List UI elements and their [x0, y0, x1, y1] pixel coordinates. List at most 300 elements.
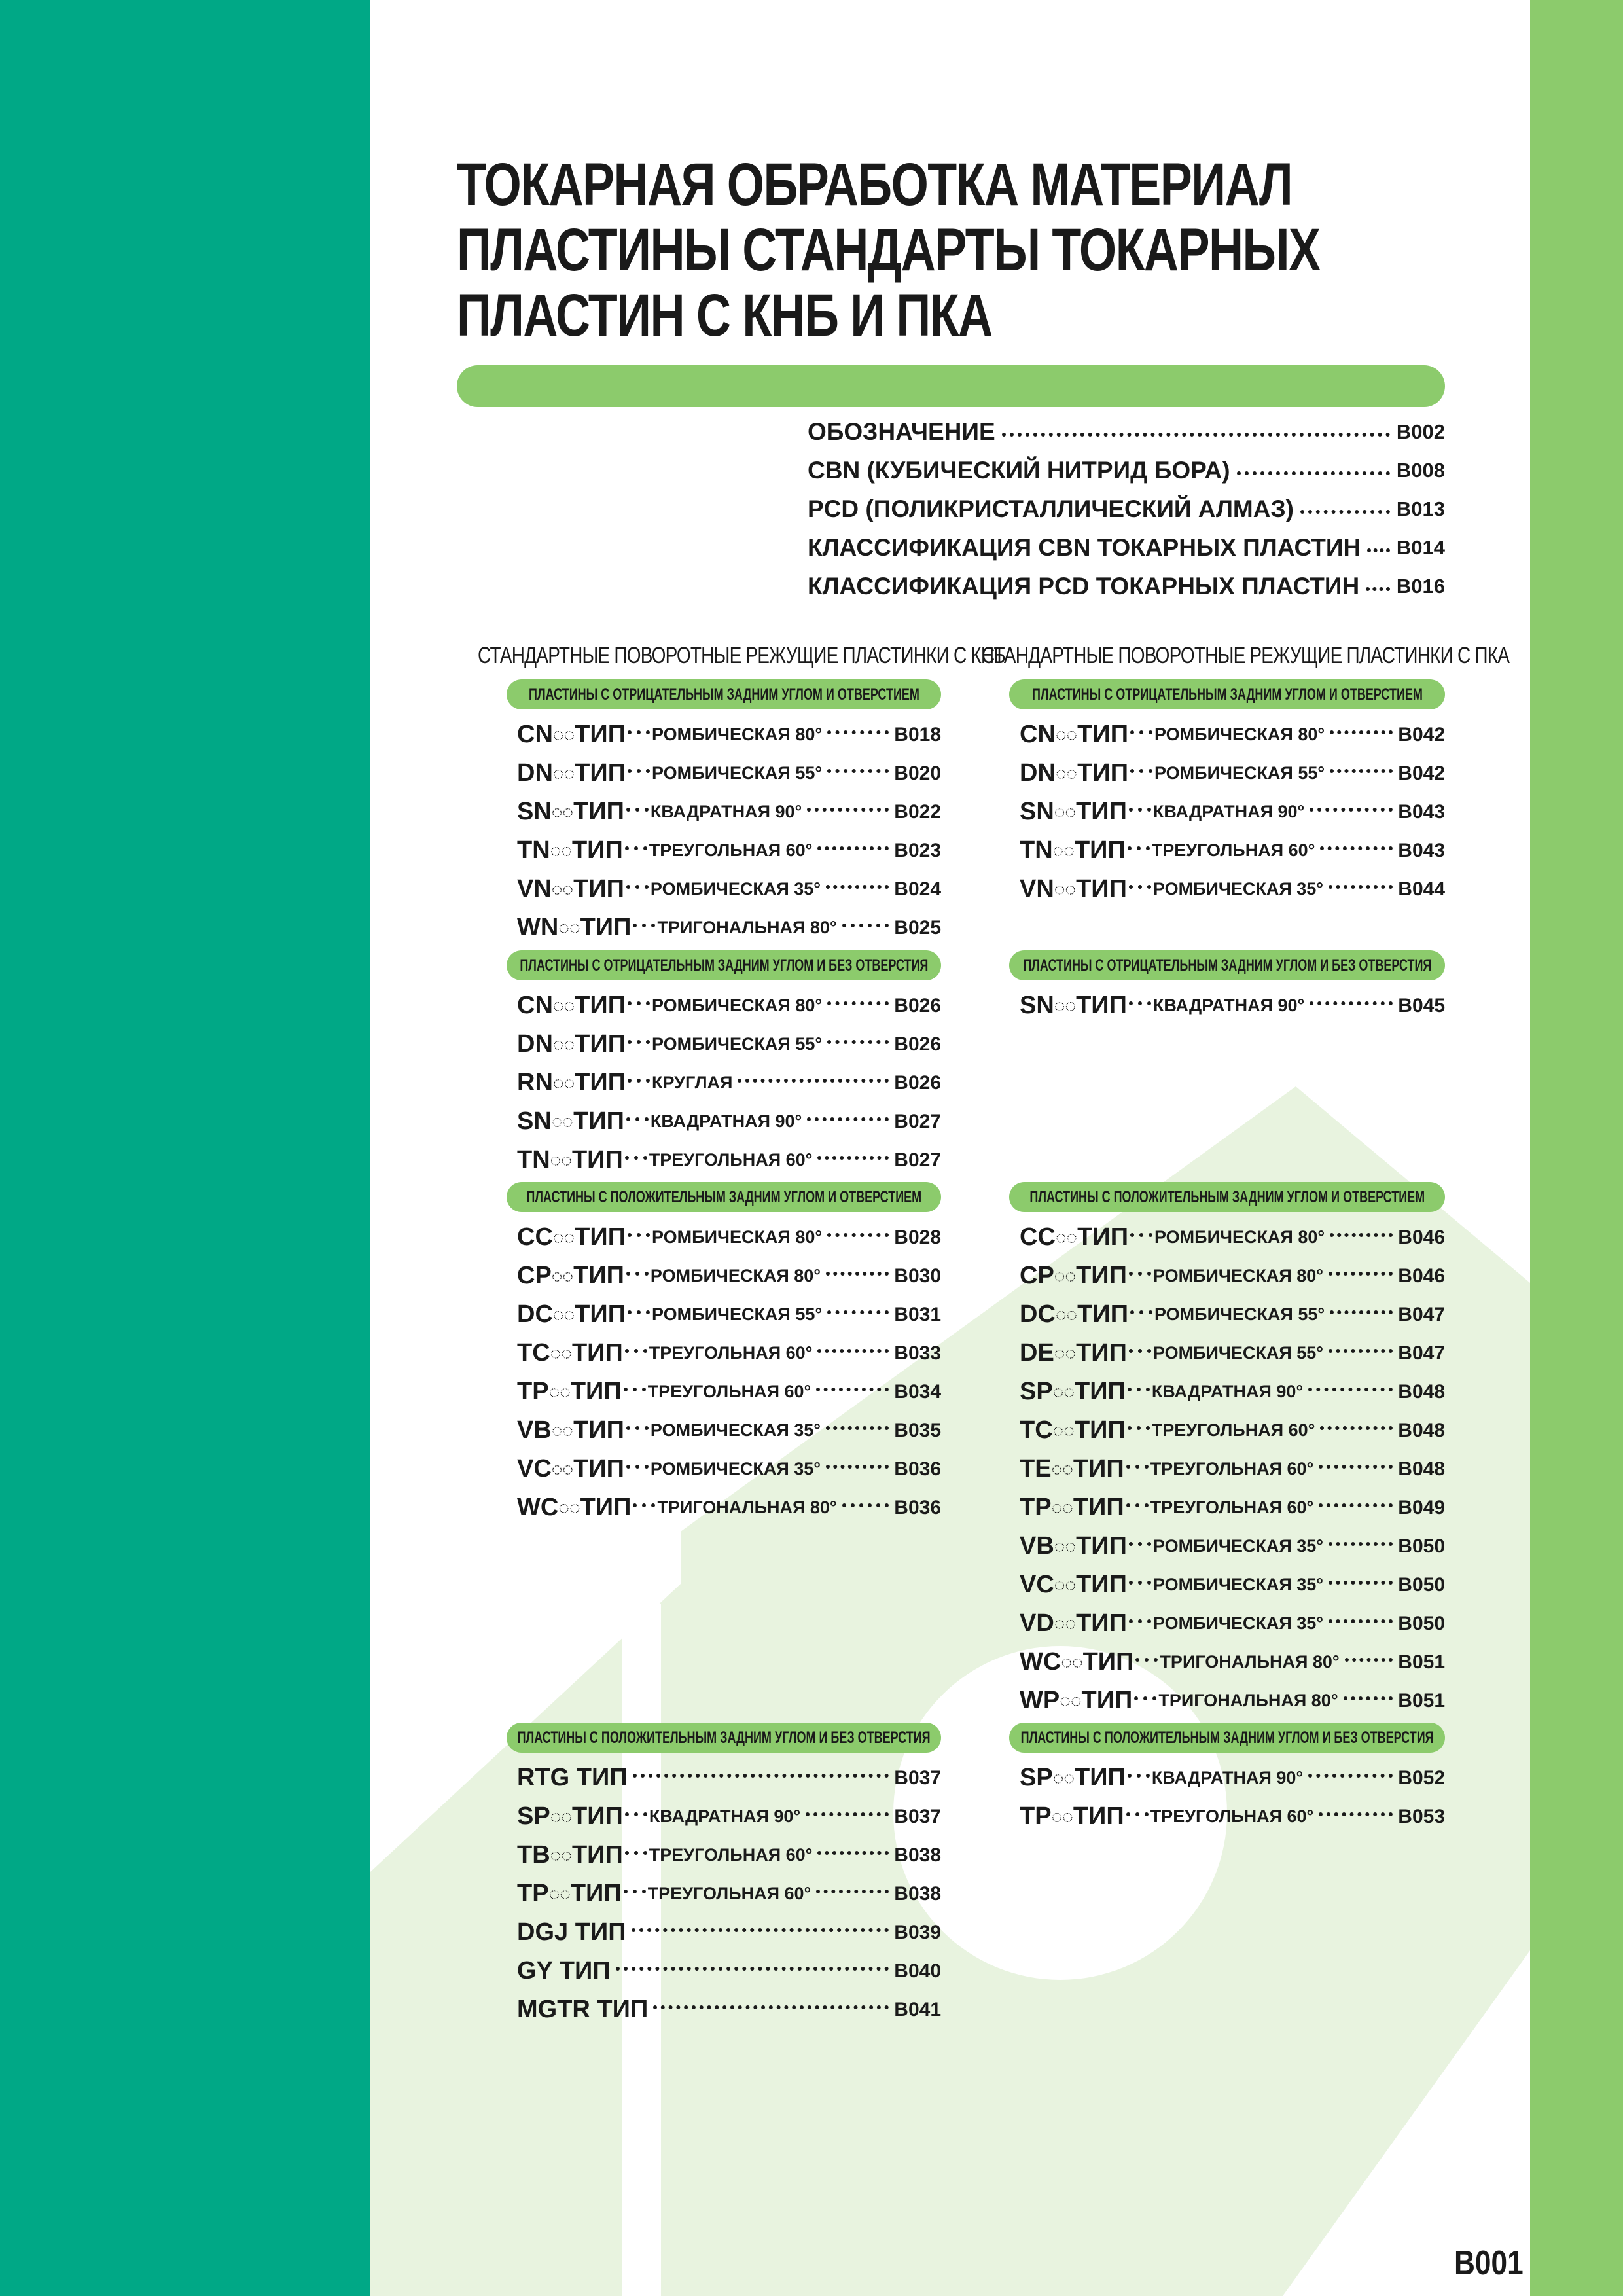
insert-row[interactable]: [507, 1295, 941, 1334]
insert-row[interactable]: [507, 1913, 941, 1952]
insert-row[interactable]: [507, 831, 941, 870]
insert-type: ТИП: [1076, 1571, 1127, 1598]
dot-leader: [628, 1001, 650, 1005]
insert-code: CP: [517, 1262, 552, 1289]
dot-leader: [1330, 1233, 1393, 1237]
dimension-circles-icon: ◌◌: [1054, 1613, 1077, 1634]
insert-type: ТИП: [1082, 1648, 1134, 1676]
insert-row[interactable]: [507, 1218, 941, 1257]
dimension-circles-icon: ◌◌: [552, 762, 575, 783]
insert-row[interactable]: [507, 1759, 941, 1797]
insert-row[interactable]: [1009, 1527, 1445, 1566]
dot-leader: [826, 1465, 889, 1469]
toc-item-cbn-classification[interactable]: [808, 528, 1445, 567]
dimension-circles-icon: ◌◌: [1060, 1690, 1082, 1711]
insert-shape: РОМБИЧЕСКАЯ 55°: [1154, 763, 1325, 783]
dot-leader: [817, 1156, 889, 1160]
dot-leader: [1308, 1774, 1393, 1778]
dot-leader: [806, 1812, 889, 1816]
toc-item-cbn[interactable]: [808, 451, 1445, 490]
insert-shape: РОМБИЧЕСКАЯ 35°: [1152, 1575, 1324, 1594]
insert-code: TC: [517, 1339, 550, 1367]
insert-row[interactable]: [1009, 1488, 1445, 1527]
dot-leader: [626, 1465, 649, 1469]
insert-shape: КВАДРАТНАЯ 90°: [650, 802, 802, 821]
insert-row[interactable]: [1009, 1566, 1445, 1604]
insert-code: GY ТИП: [517, 1957, 611, 1984]
group-title: ПЛАСТИНЫ С ОТРИЦАТЕЛЬНЫМ ЗАДНИМ УГЛОМ И БЕЗ ОТВЕРСТИЯ: [519, 956, 929, 975]
dot-leader: [628, 769, 650, 773]
insert-page-number: B028: [894, 1226, 941, 1248]
dimension-circles-icon: ◌◌: [550, 1806, 572, 1827]
insert-group: [1009, 679, 1445, 908]
insert-type: ТИП: [575, 1223, 626, 1251]
insert-row[interactable]: [1009, 715, 1445, 754]
insert-shape: РОМБИЧЕСКАЯ 80°: [1152, 1266, 1324, 1285]
insert-row[interactable]: [1009, 754, 1445, 793]
dot-leader: [1308, 1388, 1393, 1391]
dot-leader: [624, 1890, 646, 1893]
insert-shape: ТРЕУГОЛЬНАЯ 60°: [647, 1382, 812, 1401]
dot-leader: [1130, 1310, 1152, 1314]
group-header-pill: [507, 1182, 941, 1212]
insert-type: ТИП: [1074, 1764, 1126, 1791]
insert-code: DC: [1020, 1300, 1056, 1328]
insert-page-number: B039: [894, 1921, 941, 1943]
insert-row[interactable]: [507, 1797, 941, 1836]
insert-shape: ТРЕУГОЛЬНАЯ 60°: [647, 1884, 812, 1903]
dot-leader: [1130, 730, 1152, 734]
insert-type: ТИП: [575, 1300, 626, 1328]
group-header-pill: [1009, 679, 1445, 709]
insert-page-number: B027: [894, 1110, 941, 1132]
insert-type: ТИП: [1077, 1300, 1129, 1328]
insert-shape: ТРЕУГОЛЬНАЯ 60°: [649, 1150, 813, 1170]
insert-page-number: B050: [1398, 1612, 1445, 1634]
insert-code: DC: [517, 1300, 553, 1328]
insert-code: DN: [517, 759, 553, 787]
page-number: B001: [1454, 2244, 1524, 2282]
insert-shape: КВАДРАТНАЯ 90°: [1152, 802, 1305, 821]
dot-leader: [1134, 1696, 1156, 1700]
insert-page-number: B050: [1398, 1573, 1445, 1596]
toc-item-pcd[interactable]: [808, 490, 1445, 528]
insert-shape: РОМБИЧЕСКАЯ 80°: [652, 996, 823, 1015]
insert-shape: РОМБИЧЕСКАЯ 35°: [1152, 1613, 1324, 1633]
group-title: ПЛАСТИНЫ С ОТРИЦАТЕЛЬНЫМ ЗАДНИМ УГЛОМ И ОТВЕРСТИЕМ: [1031, 685, 1423, 704]
dot-leader: [1130, 769, 1152, 773]
insert-code: SP: [1020, 1764, 1053, 1791]
dot-leader: [738, 1079, 889, 1083]
dot-leader: [624, 1388, 646, 1391]
dot-leader: [1002, 433, 1390, 437]
dot-leader: [653, 2005, 889, 2009]
insert-shape: РОМБИЧЕСКАЯ 80°: [650, 1266, 821, 1285]
toc-label: CBN (КУБИЧЕСКИЙ НИТРИД БОРА): [808, 456, 1230, 484]
insert-row[interactable]: [507, 1411, 941, 1450]
insert-code: CN: [517, 992, 553, 1019]
dimension-circles-icon: ◌◌: [1054, 995, 1077, 1016]
toc-item-designation[interactable]: [808, 412, 1445, 451]
insert-code: DN: [517, 1030, 553, 1058]
insert-page-number: B018: [894, 723, 941, 745]
insert-shape: КВАДРАТНАЯ 90°: [649, 1806, 801, 1826]
insert-code: TE: [1020, 1455, 1052, 1482]
insert-type: ТИП: [1076, 1339, 1127, 1367]
toc-page-number: B014: [1396, 535, 1445, 559]
insert-row[interactable]: [1009, 1257, 1445, 1295]
insert-type: ТИП: [1076, 1532, 1127, 1560]
insert-code: SN: [1020, 992, 1054, 1019]
dot-leader: [826, 1272, 889, 1276]
dot-leader: [1319, 1465, 1393, 1469]
dot-leader: [1129, 1542, 1151, 1546]
insert-row[interactable]: [507, 1372, 941, 1411]
insert-type: ТИП: [571, 1339, 623, 1367]
dimension-circles-icon: ◌◌: [551, 1420, 574, 1441]
insert-code: TN: [1020, 836, 1053, 864]
dimension-circles-icon: ◌◌: [1061, 1651, 1083, 1672]
dot-leader: [827, 730, 889, 734]
insert-page-number: B033: [894, 1342, 941, 1364]
insert-row[interactable]: [507, 1334, 941, 1372]
insert-row[interactable]: [1009, 831, 1445, 870]
insert-page-number: B027: [894, 1149, 941, 1171]
dimension-circles-icon: ◌◌: [552, 1033, 575, 1054]
dot-leader: [1329, 1581, 1393, 1585]
dot-leader: [632, 1928, 889, 1932]
insert-type: ТИП: [580, 1494, 632, 1521]
insert-code: TC: [1020, 1416, 1053, 1444]
insert-row[interactable]: [507, 1952, 941, 1990]
dimension-circles-icon: ◌◌: [551, 1458, 574, 1479]
insert-type: ТИП: [573, 1262, 624, 1289]
dot-leader: [1329, 1349, 1393, 1353]
group-header-pill: [507, 679, 941, 709]
insert-code: WC: [517, 1494, 559, 1521]
insert-row[interactable]: [507, 1488, 941, 1527]
insert-code: VN: [1020, 875, 1054, 903]
insert-type: ТИП: [1073, 1494, 1124, 1521]
insert-row[interactable]: [507, 793, 941, 831]
insert-type: ТИП: [573, 1416, 624, 1444]
dot-leader: [1344, 1696, 1393, 1700]
insert-row[interactable]: [1009, 793, 1445, 831]
insert-page-number: B048: [1398, 1380, 1445, 1403]
dot-leader: [1135, 1658, 1158, 1662]
insert-row[interactable]: [1009, 1372, 1445, 1411]
insert-code: WP: [1020, 1687, 1060, 1714]
insert-page-number: B036: [894, 1458, 941, 1480]
dot-leader: [625, 1812, 647, 1816]
insert-row[interactable]: [507, 1025, 941, 1064]
insert-type: ТИП: [570, 1880, 622, 1907]
insert-type: ТИП: [575, 721, 626, 748]
insert-group: [1009, 1182, 1445, 1720]
insert-row[interactable]: [507, 986, 941, 1025]
dimension-circles-icon: ◌◌: [1054, 1574, 1077, 1595]
insert-row[interactable]: [1009, 1604, 1445, 1643]
dimension-circles-icon: ◌◌: [558, 1497, 580, 1518]
dimension-circles-icon: ◌◌: [548, 1883, 571, 1904]
group-title: ПЛАСТИНЫ С ПОЛОЖИТЕЛЬНЫМ ЗАДНИМ УГЛОМ И БЕЗ ОТВЕРСТИЯ: [1020, 1728, 1434, 1747]
insert-shape: РОМБИЧЕСКАЯ 80°: [652, 1227, 823, 1247]
dimension-circles-icon: ◌◌: [548, 1381, 571, 1402]
toc-label: КЛАССИФИКАЦИЯ CBN ТОКАРНЫХ ПЛАСТИН: [808, 533, 1361, 561]
insert-group: [507, 1723, 941, 2029]
group-header-pill: [1009, 1182, 1445, 1212]
dimension-circles-icon: ◌◌: [552, 724, 575, 745]
dot-leader: [826, 885, 889, 889]
dimension-circles-icon: ◌◌: [552, 1072, 575, 1093]
dimension-circles-icon: ◌◌: [558, 917, 580, 938]
insert-row[interactable]: [1009, 986, 1445, 1025]
dot-leader: [827, 1001, 889, 1005]
dot-leader: [1366, 587, 1390, 591]
dot-leader: [1320, 1426, 1393, 1430]
insert-row[interactable]: [507, 1141, 941, 1179]
dimension-circles-icon: ◌◌: [1052, 840, 1075, 861]
dimension-circles-icon: ◌◌: [1052, 1767, 1075, 1788]
insert-type: ТИП: [1077, 1223, 1129, 1251]
dimension-circles-icon: ◌◌: [1055, 1304, 1078, 1325]
dot-leader: [817, 846, 889, 850]
insert-page-number: B037: [894, 1805, 941, 1827]
insert-shape: КВАДРАТНАЯ 90°: [650, 1111, 802, 1131]
insert-page-number: B026: [894, 1033, 941, 1055]
dot-leader: [628, 730, 650, 734]
insert-group: [1009, 950, 1445, 1025]
dot-leader: [1367, 548, 1390, 552]
insert-row[interactable]: [507, 1836, 941, 1874]
dot-leader: [1128, 1388, 1150, 1391]
dimension-circles-icon: ◌◌: [1054, 1535, 1077, 1556]
insert-type: ТИП: [571, 1803, 623, 1830]
insert-type: ТИП: [575, 759, 626, 787]
insert-type: ТИП: [571, 1146, 623, 1174]
insert-shape: РОМБИЧЕСКАЯ 55°: [652, 763, 823, 783]
insert-code: RTG ТИП: [517, 1764, 628, 1791]
insert-code: MGTR ТИП: [517, 1996, 649, 2023]
dot-leader: [1128, 846, 1150, 850]
insert-row[interactable]: [1009, 1334, 1445, 1372]
dot-leader: [1330, 730, 1393, 734]
page-title: [457, 152, 1319, 348]
dot-leader: [1129, 808, 1151, 812]
dimension-circles-icon: ◌◌: [551, 801, 574, 822]
dimension-circles-icon: ◌◌: [550, 1149, 572, 1170]
dot-leader: [1329, 885, 1393, 889]
insert-shape: РОМБИЧЕСКАЯ 80°: [1154, 1227, 1325, 1247]
insert-code: TN: [517, 1146, 550, 1174]
toc-label: PCD (ПОЛИКРИСТАЛЛИЧЕСКИЙ АЛМАЗ): [808, 495, 1294, 522]
insert-code: VB: [1020, 1532, 1054, 1560]
insert-row[interactable]: [1009, 870, 1445, 908]
insert-row[interactable]: [507, 1257, 941, 1295]
dimension-circles-icon: ◌◌: [1052, 1381, 1075, 1402]
dimension-circles-icon: ◌◌: [1051, 1497, 1073, 1518]
insert-type: ТИП: [1076, 1609, 1127, 1637]
dot-leader: [1345, 1658, 1393, 1662]
toc-label: ОБОЗНАЧЕНИЕ: [808, 418, 995, 445]
insert-page-number: B047: [1398, 1303, 1445, 1325]
insert-page-number: B041: [894, 1998, 941, 2020]
group-title: ПЛАСТИНЫ С ПОЛОЖИТЕЛЬНЫМ ЗАДНИМ УГЛОМ И ОТВЕРСТИЕМ: [526, 1187, 921, 1206]
insert-code: VC: [1020, 1571, 1054, 1598]
dot-leader: [826, 1426, 889, 1430]
dot-leader: [1310, 1001, 1393, 1005]
toc-page-number: B008: [1396, 458, 1445, 482]
dot-leader: [1237, 471, 1390, 475]
insert-code: SP: [517, 1803, 550, 1830]
insert-page-number: B052: [1398, 1767, 1445, 1789]
toc-page-number: B013: [1396, 497, 1445, 520]
toc-page-number: B002: [1396, 420, 1445, 443]
insert-row[interactable]: [1009, 1295, 1445, 1334]
dot-leader: [625, 846, 647, 850]
dimension-circles-icon: ◌◌: [1052, 1420, 1075, 1441]
insert-shape: ТРЕУГОЛЬНАЯ 60°: [1150, 1806, 1314, 1826]
dimension-circles-icon: ◌◌: [552, 995, 575, 1016]
insert-row[interactable]: [507, 1450, 941, 1488]
insert-shape: ТРИГОНАЛЬНАЯ 80°: [1160, 1652, 1340, 1672]
insert-row[interactable]: [1009, 1797, 1445, 1836]
dot-leader: [827, 1040, 889, 1044]
dot-leader: [827, 769, 889, 773]
insert-page-number: B048: [1398, 1419, 1445, 1441]
dot-leader: [633, 1503, 655, 1507]
dimension-circles-icon: ◌◌: [550, 1844, 572, 1865]
insert-shape: ТРИГОНАЛЬНАЯ 80°: [657, 1498, 837, 1517]
insert-row[interactable]: [1009, 1450, 1445, 1488]
insert-type: ТИП: [575, 1069, 626, 1096]
insert-shape: ТРЕУГОЛЬНАЯ 60°: [649, 1845, 813, 1865]
insert-row[interactable]: [1009, 1759, 1445, 1797]
group-header-pill: [507, 1723, 941, 1753]
title-line: ПЛАСТИН С КНБ И ПКА: [457, 282, 992, 349]
insert-type: ТИП: [573, 1455, 624, 1482]
dot-leader: [1300, 510, 1390, 514]
insert-row[interactable]: [507, 1874, 941, 1913]
insert-type: ТИП: [1081, 1687, 1133, 1714]
insert-code: RN: [517, 1069, 553, 1096]
insert-code: DN: [1020, 759, 1056, 787]
insert-shape: РОМБИЧЕСКАЯ 80°: [652, 725, 823, 744]
insert-code: TP: [1020, 1803, 1052, 1830]
insert-code: DGJ ТИП: [517, 1918, 626, 1946]
dot-leader: [1329, 1619, 1393, 1623]
dimension-circles-icon: ◌◌: [1054, 801, 1077, 822]
insert-code: SN: [517, 798, 552, 825]
dot-leader: [807, 1117, 889, 1121]
insert-row[interactable]: [507, 1990, 941, 2029]
dot-leader: [1329, 1272, 1393, 1276]
insert-page-number: B043: [1398, 800, 1445, 823]
dot-leader: [1330, 769, 1393, 773]
insert-code: CC: [517, 1223, 553, 1251]
insert-page-number: B046: [1398, 1265, 1445, 1287]
dimension-circles-icon: ◌◌: [551, 878, 574, 899]
insert-page-number: B024: [894, 878, 941, 900]
group-title: ПЛАСТИНЫ С ПОЛОЖИТЕЛЬНЫМ ЗАДНИМ УГЛОМ И ОТВЕРСТИЕМ: [1029, 1187, 1425, 1206]
insert-type: ТИП: [573, 875, 624, 903]
group-header-pill: [1009, 1723, 1445, 1753]
insert-shape: ТРЕУГОЛЬНАЯ 60°: [649, 1343, 813, 1363]
insert-type: ТИП: [1076, 992, 1127, 1019]
cbn-column-heading: СТАНДАРТНЫЕ ПОВОРОТНЫЕ РЕЖУЩИЕ ПЛАСТИНКИ С КНБ: [478, 643, 1005, 668]
insert-row[interactable]: [507, 908, 941, 947]
insert-row[interactable]: [507, 1102, 941, 1141]
insert-shape: ТРЕУГОЛЬНАЯ 60°: [1150, 1498, 1314, 1517]
insert-group: [1009, 1723, 1445, 1836]
insert-row[interactable]: [1009, 1681, 1445, 1720]
insert-row[interactable]: [507, 715, 941, 754]
insert-row[interactable]: [1009, 1411, 1445, 1450]
dot-leader: [633, 1774, 889, 1778]
dot-leader: [816, 1890, 889, 1893]
dot-leader: [1126, 1503, 1149, 1507]
insert-shape: ТРЕУГОЛЬНАЯ 60°: [1151, 1420, 1315, 1440]
dot-leader: [1319, 1503, 1393, 1507]
dot-leader: [1310, 808, 1393, 812]
insert-type: ТИП: [573, 1107, 624, 1135]
insert-row[interactable]: [1009, 1643, 1445, 1681]
insert-row[interactable]: [507, 870, 941, 908]
dot-leader: [1320, 846, 1393, 850]
dot-leader: [1129, 1619, 1151, 1623]
dot-leader: [633, 924, 655, 927]
dimension-circles-icon: ◌◌: [552, 1227, 575, 1247]
insert-page-number: B035: [894, 1419, 941, 1441]
dot-leader: [817, 1349, 889, 1353]
insert-type: ТИП: [575, 992, 626, 1019]
group-title: ПЛАСТИНЫ С ОТРИЦАТЕЛЬНЫМ ЗАДНИМ УГЛОМ И ОТВЕРСТИЕМ: [528, 685, 919, 704]
toc-item-pcd-classification[interactable]: [808, 567, 1445, 605]
dot-leader: [1129, 1272, 1151, 1276]
insert-code: TB: [517, 1841, 550, 1869]
insert-shape: РОМБИЧЕСКАЯ 55°: [652, 1304, 823, 1324]
dimension-circles-icon: ◌◌: [551, 1111, 574, 1132]
insert-page-number: B037: [894, 1767, 941, 1789]
insert-shape: РОМБИЧЕСКАЯ 35°: [1152, 1536, 1324, 1556]
insert-type: ТИП: [571, 1841, 623, 1869]
dot-leader: [816, 1388, 889, 1391]
insert-code: TN: [517, 836, 550, 864]
insert-row[interactable]: [507, 1064, 941, 1102]
toc-page-number: B016: [1396, 574, 1445, 598]
dot-leader: [807, 808, 889, 812]
insert-shape: РОМБИЧЕСКАЯ 35°: [650, 1420, 821, 1440]
insert-code: TP: [517, 1378, 549, 1405]
insert-row[interactable]: [1009, 1218, 1445, 1257]
insert-shape: ТРИГОНАЛЬНАЯ 80°: [1158, 1691, 1338, 1710]
insert-page-number: B051: [1398, 1689, 1445, 1712]
insert-row[interactable]: [507, 754, 941, 793]
insert-code: WN: [517, 914, 559, 941]
insert-group: [507, 679, 941, 947]
dimension-circles-icon: ◌◌: [1055, 762, 1078, 783]
dot-leader: [1129, 1581, 1151, 1585]
dot-leader: [1126, 1812, 1149, 1816]
dot-leader: [628, 1079, 650, 1083]
group-header-pill: [1009, 950, 1445, 980]
insert-code: WC: [1020, 1648, 1061, 1676]
dimension-circles-icon: ◌◌: [1054, 878, 1077, 899]
insert-shape: ТРЕУГОЛЬНАЯ 60°: [1150, 1459, 1314, 1479]
dot-leader: [827, 1233, 889, 1237]
insert-page-number: B023: [894, 839, 941, 861]
dot-leader: [616, 1967, 889, 1971]
